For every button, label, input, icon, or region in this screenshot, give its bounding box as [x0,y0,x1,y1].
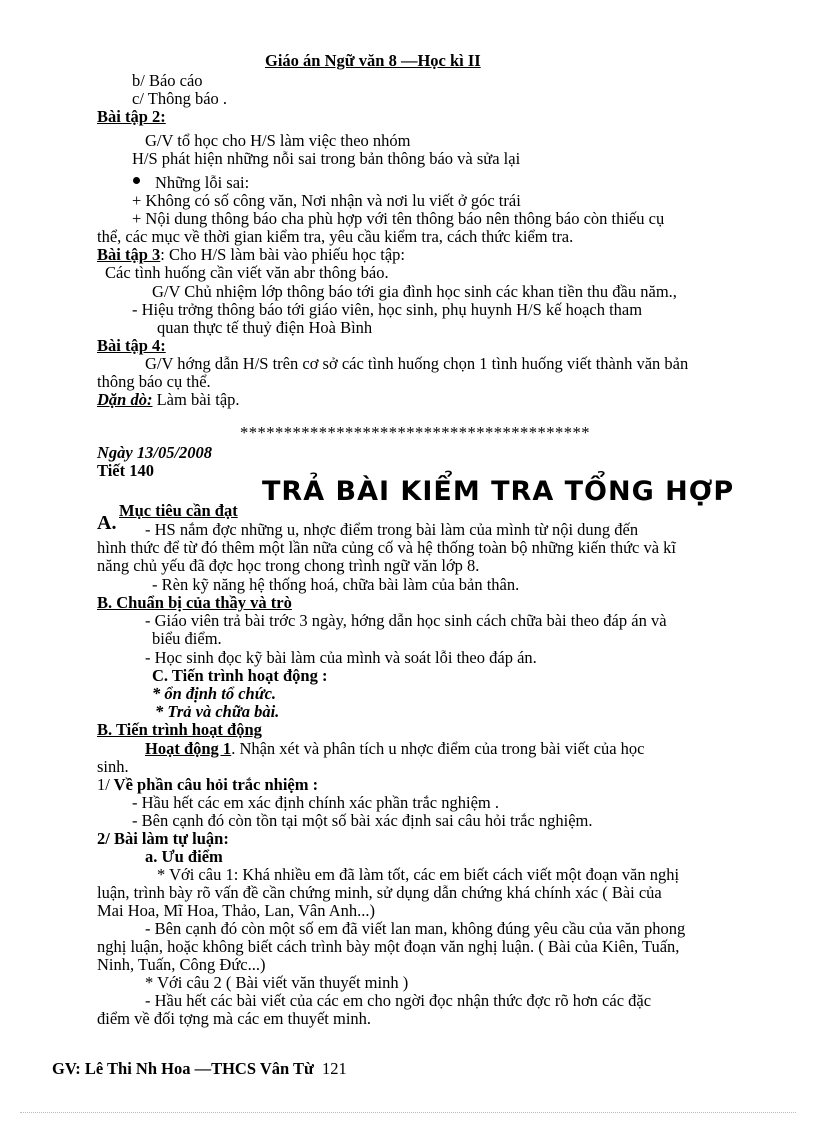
activity-heading: Hoạt động 1 [145,739,232,758]
text-line: - Hiệu trởng thông báo tới giáo viên, học sinh, phụ huynh H/S kế hoạch tham [132,300,643,319]
text-span: : Cho H/S làm bài vào phiếu học tập: [160,245,405,264]
text-line: điểm về đối tợng mà các em thuyết minh. [97,1009,372,1028]
section-heading: 2/ Bài làm tự luận: [97,829,229,848]
text-line: - Học sinh đọc kỹ bài làm của mình và soát lỗi theo đáp án. [145,648,537,667]
text-line: + Không có số công văn, Nơi nhận và nơi lu viết ở góc trái [132,191,521,210]
lesson-title: TRẢ BÀI KIỂM TRA TỔNG HỢP [262,476,735,507]
text-line [97,246,405,264]
text-line: năng chủ yếu đã đợc học trong chong trình ngữ văn lớp 8. [97,556,480,575]
text-line: - Bên cạnh đó còn một số em đã viết lan man, không đúng yêu cầu của văn phong [145,919,686,938]
text-line: Ninh, Tuấn, Công Đức...) [97,955,266,974]
text-line: + Nội dung thông báo cha phù hợp với tên thông báo nên thông báo còn thiếu cụ [132,209,665,228]
subsection-heading: C. Tiến trình hoạt động : [152,666,328,685]
text-line: hình thức để từ đó thêm một lần nữa củng cố và hệ thống toàn bộ những kiến thức và kĩ [97,538,677,557]
section-heading: Mục tiêu cần đạt [119,501,238,520]
text-line: * Với câu 2 ( Bài viết văn thuyết minh ) [145,973,409,992]
page-header: Giáo án Ngữ văn 8 —Học kì II [265,51,481,70]
text-line [145,740,645,758]
section-heading: Bài tập 4: [97,336,166,355]
text-line: Mai Hoa, Mĩ Hoa, Thảo, Lan, Vân Anh...) [97,901,376,920]
subsection-heading: a. Ưu điểm [145,847,223,866]
text-line: sinh. [97,757,129,776]
text-line: - Hầu hết các em xác định chính xác phần trắc nghiệm . [132,793,499,812]
text-line: luận, trình bày rõ vấn đề cần chứng minh, sử dụng dẫn chứng khá chính xác ( Bài của [97,883,662,902]
text-line: nghị luận, hoặc không biết cách trình bày một đoạn văn nghị luận. ( Bài của Kiên, Tuấn, [97,937,680,956]
text-line: G/V Chủ nhiệm lớp thông báo tới gia đình học sinh các khan tiền thu đầu năm., [152,282,677,301]
subsection-heading: Về phần câu hỏi trắc nhiệm : [109,775,319,794]
text-line: Các tình huống cần viết văn abr thông báo. [105,263,389,282]
text-line: - Bên cạnh đó còn tồn tại một số bài xác định sai câu hỏi trắc nghiệm. [132,811,593,830]
text-line: G/V hớng dẫn H/S trên cơ sở các tình huống chọn 1 tình huống viết thành văn bản [145,354,689,373]
text-line [97,391,240,409]
section-heading: Dặn dò: [97,390,153,409]
text-line: biểu điểm. [152,629,222,648]
section-heading: Bài tập 2: [97,107,166,126]
page-number: 121 [322,1059,347,1078]
section-heading: B. Chuẩn bị của thầy và trò [97,593,292,612]
text-line: quan thực tế thuỷ điện Hoà Bình [157,318,373,337]
page-footer [52,1060,347,1078]
date-line: Ngày 13/05/2008 [97,443,213,462]
section-heading: B. Tiến trình hoạt động [97,720,262,739]
text-line: - Rèn kỹ năng hệ thống hoá, chữa bài làm của bản thân. [152,575,520,594]
text-line [97,776,318,794]
text-line: * Với câu 1: Khá nhiều em đã làm tốt, các em biết cách viết một đoạn văn nghị [157,865,680,884]
lesson-number: Tiết 140 [97,461,154,480]
section-letter: A. [97,512,117,534]
text-line: H/S phát hiện những nỗi sai trong bản thông báo và sửa lại [132,149,521,168]
text-span: . Nhận xét và phân tích u nhợc điểm của trong bài viết của học [231,739,645,758]
text-line: - HS nắm đợc những u, nhợc điểm trong bài làm của mình từ nội dung đến [145,520,639,539]
text-line: c/ Thông báo . [132,89,228,108]
text-line: thông báo cụ thể. [97,372,211,391]
text-span: Làm bài tập. [152,390,240,409]
bullet-icon [133,177,140,184]
page-bottom-divider [20,1112,796,1113]
subsection-heading: * ổn định tổ chức. [152,684,277,703]
text-line: G/V tổ học cho H/S làm việc theo nhóm [145,131,411,150]
text-line: b/ Báo cáo [132,71,203,90]
section-heading: Bài tập 3 [97,245,161,264]
footer-author: GV: Lê Thi Nh Hoa —THCS Vân Từ [52,1059,314,1078]
text-line: thể, các mục về thời gian kiểm tra, yêu cầu kiểm tra, cách thức kiểm tra. [97,227,574,246]
text-line: - Hầu hết các bài viết của các em cho ngời đọc nhận thức đợc rõ hơn các đặc [145,991,652,1010]
text-span: 1/ [97,775,110,794]
subsection-heading: * Trả và chữa bài. [155,702,280,721]
text-line: Những lỗi sai: [155,173,250,192]
separator-stars: **************************************** [240,423,590,442]
text-line: - Giáo viên trả bài trớc 3 ngày, hớng dẫn học sinh cách chữa bài theo đáp án và [145,611,667,630]
